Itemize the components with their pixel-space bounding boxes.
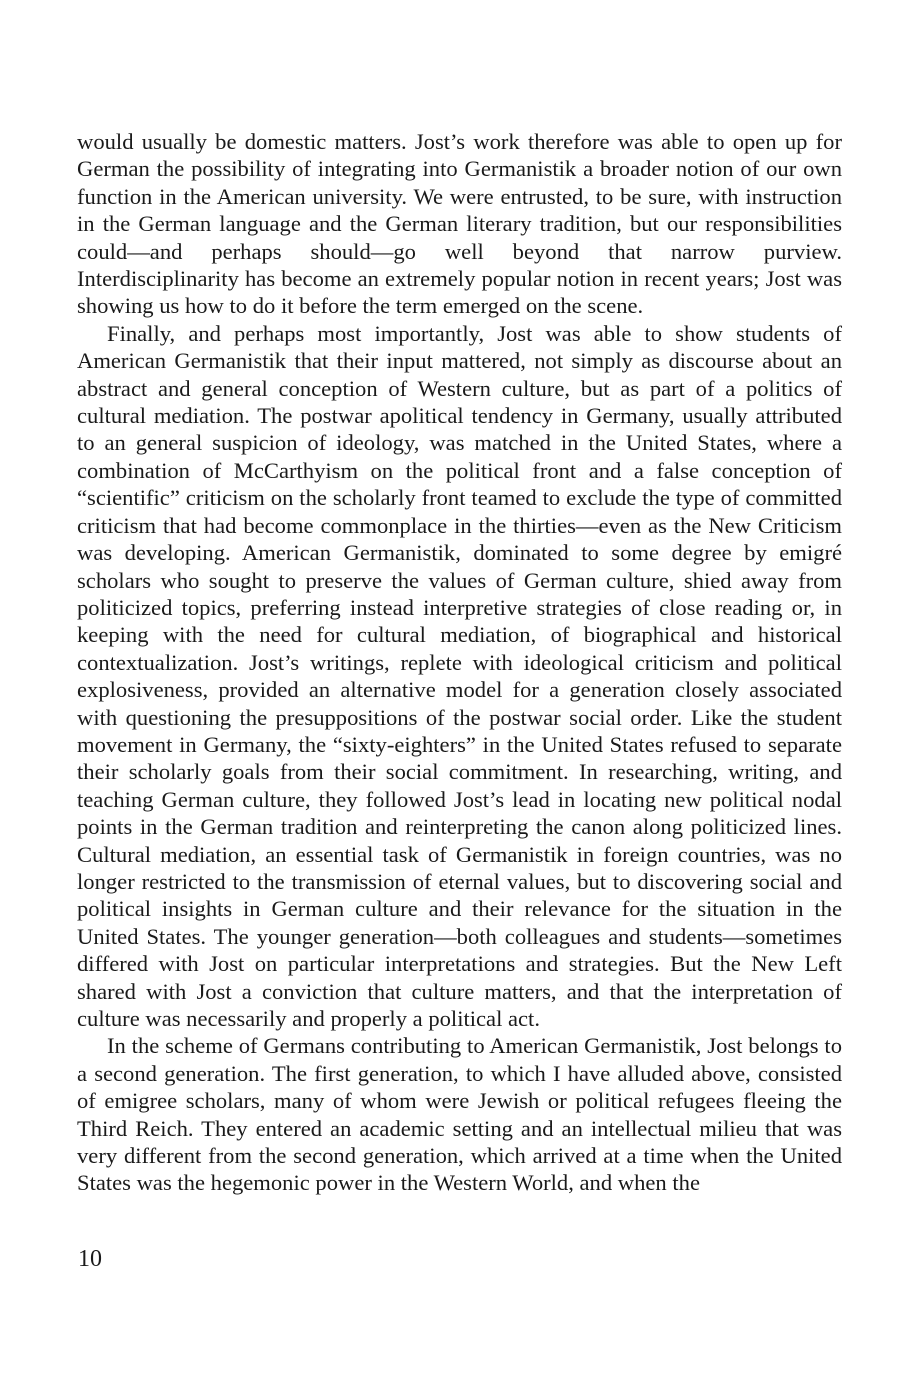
paragraph: Finally, and perhaps most importantly, Jost was able to show students of American Germanistik that their input mattered, not simply as discourse about an abstract and general conception of Western culture, but as part of a politics of cultural mediation. The postwar apolitical tendency in Germany, usually attributed to an general suspicion of ideology, was matched in the United States, where a combination of McCarthyism on the political front and a false conception of “scientific” criticism on the scholarly front teamed to exclude the type of committed criticism that had become commonplace in the thirties—even as the New Criticism was developing. American Germanistik, dominated to some degree by emigré scholars who sought to preserve the values of German culture, shied away from politicized topics, preferring instead interpretive strategies of close reading or, in keeping with the need for cultural mediation, of biographical and historical contextualization. Jost’s writings, replete with ideological criticism and political explosiveness, provided an alternative model for a generation closely associated with questioning the presuppositions of the postwar social order. Like the student movement in Germany, the “sixty-eighters” in the United States refused to separate their scholarly goals from their social commitment. In researching, writing, and teaching German culture, they followed Jost’s lead in locating new political nodal points in the German tradition and reinterpreting the canon along politicized lines. Cultural mediation, an essential task of Germanistik in foreign countries, was no longer restricted to the transmission of eternal values, but to discovering social and political insights in German culture and their relevance for the situation in the United States. The younger generation—both colleagues and students—sometimes differed with Jost on particular interpretations and strategies. But the New Left shared with Jost a conviction that culture matters, and that the interpretation of culture was necessarily and properly a political act.: [77, 320, 842, 1031]
paragraph: In the scheme of Germans contributing to American Germanistik, Jost belongs to a second generation. The first generation, to which I have alluded above, consisted of emigree scholars, many of whom were Jewish or political refugees fleeing the Third Reich. They entered an academic setting and an intellectual milieu that was very different from the second generation, which arrived at a time when the United States was the hegemonic power in the Western World, and when the: [77, 1033, 842, 1196]
paragraph-continued: would usually be domestic matters. Jost’s work therefore was able to open up for German the possibility of integrating into Germanistik a broader notion of our own function in the American university. We were entrusted, to be sure, with instruction in the German language and the German literary tradition, but our responsibilities could—and perhaps should—go well beyond that narrow purview. Interdisciplinarity has become an extremely popular notion in recent years; Jost was showing us how to do it before the term emerged on the scene.: [77, 129, 842, 319]
page-number: 10: [78, 1246, 102, 1272]
body-text: [77, 128, 842, 1197]
